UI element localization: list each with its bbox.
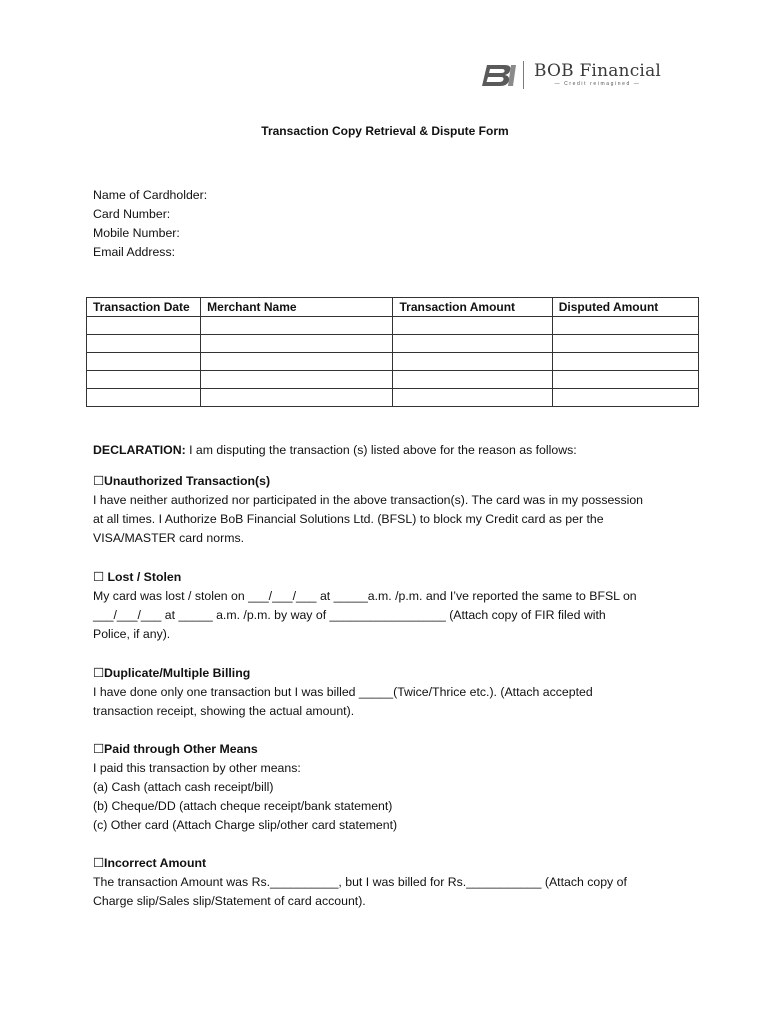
section-text: (a) Cash (attach cash receipt/bill) bbox=[93, 780, 274, 794]
table-cell[interactable] bbox=[393, 335, 552, 353]
section-heading: Unauthorized Transaction(s) bbox=[104, 474, 271, 488]
transaction-table bbox=[86, 297, 699, 407]
brand-name: BOB Financial bbox=[534, 61, 662, 81]
section-heading: Paid through Other Means bbox=[104, 742, 258, 756]
cardholder-fields bbox=[93, 186, 207, 262]
section-text: I paid this transaction by other means: bbox=[93, 761, 301, 775]
section-text: at all times. I Authorize BoB Financial Solutions Ltd. (BFSL) to block my Credit card as per the bbox=[93, 512, 604, 526]
brand-tagline: — Credit reimagined — bbox=[554, 81, 641, 87]
transaction-date-header: Transaction Date bbox=[87, 298, 201, 317]
email-address-label[interactable]: Email Address: bbox=[93, 245, 176, 259]
brand-logo bbox=[481, 60, 661, 90]
section-text: My card was lost / stolen on ___/___/___ at _____a.m. /p.m. and I’ve reported the same to BFSL on bbox=[93, 589, 637, 603]
section-text: I have done only one transaction but I was billed _____(Twice/Thrice etc.). (Attach accepted bbox=[93, 685, 593, 699]
form-title: Transaction Copy Retrieval & Dispute Form bbox=[261, 124, 509, 138]
lost-stolen-checkbox[interactable]: ☐ bbox=[93, 570, 108, 584]
unauthorized-checkbox[interactable]: ☐ bbox=[93, 474, 105, 488]
table-cell[interactable] bbox=[87, 389, 201, 407]
name-of-cardholder-label[interactable]: Name of Cardholder: bbox=[93, 188, 208, 202]
table-cell[interactable] bbox=[87, 353, 201, 371]
table-row bbox=[87, 353, 699, 371]
section-heading: Lost / Stolen bbox=[107, 570, 182, 584]
section-text: Police, if any). bbox=[93, 627, 171, 641]
bob-logo-icon bbox=[481, 62, 517, 88]
declaration-text: I am disputing the transaction (s) listed above for the reason as follows: bbox=[185, 443, 577, 457]
table-cell[interactable] bbox=[393, 389, 552, 407]
section-heading: Incorrect Amount bbox=[104, 856, 207, 870]
declaration bbox=[93, 443, 577, 457]
section-duplicate-billing bbox=[93, 664, 693, 721]
mobile-number-label[interactable]: Mobile Number: bbox=[93, 226, 180, 240]
table-header-row bbox=[87, 298, 699, 317]
other-means-checkbox[interactable]: ☐ bbox=[93, 742, 105, 756]
table-cell[interactable] bbox=[393, 353, 552, 371]
table-cell[interactable] bbox=[552, 389, 698, 407]
section-text: ___/___/___ at _____ a.m. /p.m. by way of _________________ (Attach copy of FIR filed with bbox=[93, 608, 606, 622]
duplicate-billing-checkbox[interactable]: ☐ bbox=[93, 666, 105, 680]
section-text: Charge slip/Sales slip/Statement of card account). bbox=[93, 894, 366, 908]
table-row bbox=[87, 389, 699, 407]
table-row bbox=[87, 371, 699, 389]
section-text: transaction receipt, showing the actual amount). bbox=[93, 704, 355, 718]
merchant-name-header: Merchant Name bbox=[201, 298, 393, 317]
table-cell[interactable] bbox=[87, 371, 201, 389]
table-cell[interactable] bbox=[201, 335, 393, 353]
table-cell[interactable] bbox=[201, 317, 393, 335]
table-cell[interactable] bbox=[87, 317, 201, 335]
table-cell[interactable] bbox=[201, 353, 393, 371]
table-cell[interactable] bbox=[201, 389, 393, 407]
declaration-label: DECLARATION: bbox=[93, 443, 186, 457]
section-text: (c) Other card (Attach Charge slip/other card statement) bbox=[93, 818, 398, 832]
disputed-amount-header: Disputed Amount bbox=[552, 298, 698, 317]
table-cell[interactable] bbox=[552, 317, 698, 335]
table-cell[interactable] bbox=[552, 353, 698, 371]
table-cell[interactable] bbox=[393, 317, 552, 335]
card-number-label[interactable]: Card Number: bbox=[93, 207, 171, 221]
section-incorrect-amount bbox=[93, 854, 693, 911]
table-row bbox=[87, 317, 699, 335]
table-row bbox=[87, 335, 699, 353]
table-cell[interactable] bbox=[552, 371, 698, 389]
section-text: (b) Cheque/DD (attach cheque receipt/bank statement) bbox=[93, 799, 393, 813]
table-cell[interactable] bbox=[87, 335, 201, 353]
brand-text bbox=[534, 62, 661, 88]
section-heading: Duplicate/Multiple Billing bbox=[104, 666, 251, 680]
section-other-means bbox=[93, 740, 693, 835]
incorrect-amount-checkbox[interactable]: ☐ bbox=[93, 856, 105, 870]
section-text: The transaction Amount was Rs.__________, but I was billed for Rs.___________ (Attach copy of bbox=[93, 875, 627, 889]
table-cell[interactable] bbox=[201, 371, 393, 389]
table-cell[interactable] bbox=[393, 371, 552, 389]
transaction-amount-header: Transaction Amount bbox=[393, 298, 552, 317]
table-cell[interactable] bbox=[552, 335, 698, 353]
section-unauthorized bbox=[93, 472, 693, 548]
section-text: VISA/MASTER card norms. bbox=[93, 531, 245, 545]
section-lost-stolen bbox=[93, 568, 693, 644]
section-text: I have neither authorized nor participated in the above transaction(s). The card was in my possession bbox=[93, 493, 644, 507]
logo-divider bbox=[523, 61, 524, 89]
